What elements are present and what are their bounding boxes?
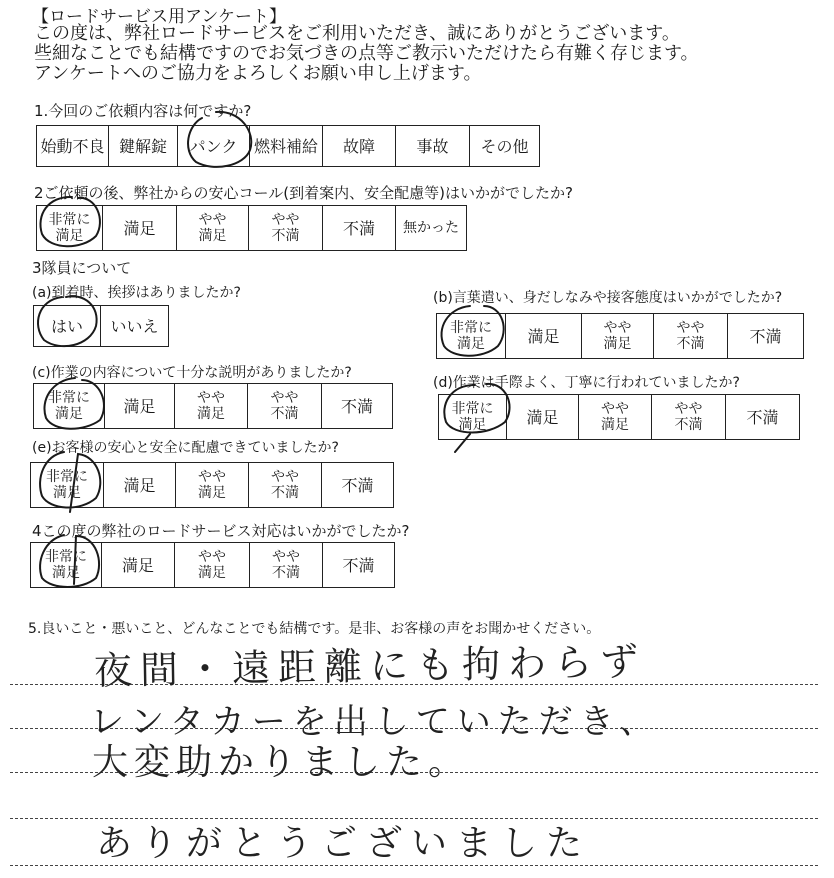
q3d-option[interactable]: やや 満足 [578, 395, 651, 439]
q2-option[interactable]: 不満 [322, 206, 395, 250]
q3a-option[interactable]: いいえ [100, 306, 168, 346]
q3e-option[interactable]: 満足 [103, 463, 175, 507]
q3c-option-selected[interactable]: 非常に 満足 [48, 390, 90, 422]
q2-option[interactable]: やや 不満 [248, 206, 322, 250]
q4-option[interactable]: 不満 [322, 543, 394, 587]
q3b-option-selected[interactable]: 非常に 満足 [450, 320, 492, 352]
q3e-options [30, 462, 394, 508]
q3c-option[interactable]: やや 不満 [247, 384, 321, 428]
q1-option[interactable]: 始動不良 [40, 136, 105, 156]
q3e-option[interactable]: やや 満足 [175, 463, 248, 507]
q3b-option[interactable]: 不満 [727, 314, 803, 358]
q3c-question: (c)作業の内容について十分な説明がありましたか? [32, 365, 352, 381]
handwritten-line-4: ありがとうございました [96, 823, 592, 864]
q3c-option[interactable]: やや 満足 [174, 384, 247, 428]
q3d-option-selected[interactable]: 非常に 満足 [451, 401, 494, 433]
q4-option[interactable]: 満足 [101, 543, 174, 587]
q1-option[interactable]: 燃料補給 [249, 126, 322, 166]
q5-question: 5.良いこと・悪いこと、どんなことでも結構です。是非、お客様の声をお聞かせください。 [28, 621, 601, 637]
q2-question: 2ご依頼の後、弊社からの安心コール(到着案内、安全配慮等)はいかがでしたか? [34, 184, 573, 202]
q4-option[interactable]: やや 不満 [249, 543, 322, 587]
q4-question: 4この度の弊社のロードサービス対応はいかがでしたか? [32, 522, 410, 540]
q4-option-selected[interactable]: 非常に 満足 [45, 549, 87, 581]
q3c-option[interactable]: 満足 [104, 384, 174, 428]
intro-line-3: アンケートへのご協力をよろしくお願い申し上げます。 [34, 63, 482, 84]
q1-option[interactable]: 故障 [322, 126, 395, 166]
q3c-option[interactable]: 不満 [321, 384, 392, 428]
intro-line-1: この度は、弊社ロードサービスをご利用いただき、誠にありがとうございます。 [34, 23, 680, 44]
q3a-options [33, 305, 169, 347]
handwritten-line-1: 夜間・遠距離にも拘わらず [93, 639, 647, 693]
q3b-question: (b)言葉遣い、身だしなみや接客態度はいかがでしたか? [433, 290, 783, 306]
q3d-question: (d)作業は手際よく、丁寧に行われていましたか? [433, 375, 740, 391]
q3b-option[interactable]: やや 満足 [581, 314, 653, 358]
q3d-option[interactable]: 不満 [725, 395, 799, 439]
q3b-option[interactable]: やや 不満 [653, 314, 727, 358]
q4-options [30, 542, 395, 588]
q3c-options [33, 383, 393, 429]
q1-options [36, 125, 540, 167]
q3d-option[interactable]: やや 不満 [651, 395, 725, 439]
q3e-option[interactable]: 不満 [321, 463, 393, 507]
q3e-option-selected[interactable]: 非常に 満足 [46, 469, 88, 501]
q3a-question: (a)到着時、挨拶はありましたか? [32, 285, 241, 301]
q1-option[interactable]: 事故 [395, 126, 469, 166]
q3e-question: (e)お客様の安心と安全に配慮できていましたか? [32, 440, 339, 456]
q3e-option[interactable]: やや 不満 [248, 463, 321, 507]
q1-option-selected[interactable]: パンク [177, 126, 249, 166]
q1-question: 1.今回のご依頼内容は何ですか? [34, 102, 252, 120]
intro-line-2: 些細なことでも結構ですのでお気づきの点等ご教示いただけたら有難く存じます。 [34, 43, 699, 64]
q3d-options [438, 394, 800, 440]
survey-title: 【ロードサービス用アンケート】 [32, 7, 286, 27]
q3-heading: 3隊員について [32, 259, 132, 277]
q3a-option-selected[interactable]: はい [50, 316, 83, 336]
q2-option[interactable]: やや 満足 [176, 206, 248, 250]
q2-option[interactable]: 無かった [395, 206, 466, 250]
handwritten-line-3: 大変助かりました。 [92, 742, 471, 783]
q2-option-selected[interactable]: 非常に 満足 [48, 212, 91, 244]
q3b-options [436, 313, 804, 359]
q2-options [36, 205, 467, 251]
q1-option[interactable]: 鍵解錠 [108, 126, 177, 166]
q1-option[interactable]: その他 [469, 126, 539, 166]
q4-option[interactable]: やや 満足 [174, 543, 249, 587]
q3b-option[interactable]: 満足 [505, 314, 581, 358]
q2-option[interactable]: 満足 [102, 206, 176, 250]
handwritten-line-2: レンタカーを出していただき、 [90, 702, 661, 742]
q3d-option[interactable]: 満足 [506, 395, 578, 439]
